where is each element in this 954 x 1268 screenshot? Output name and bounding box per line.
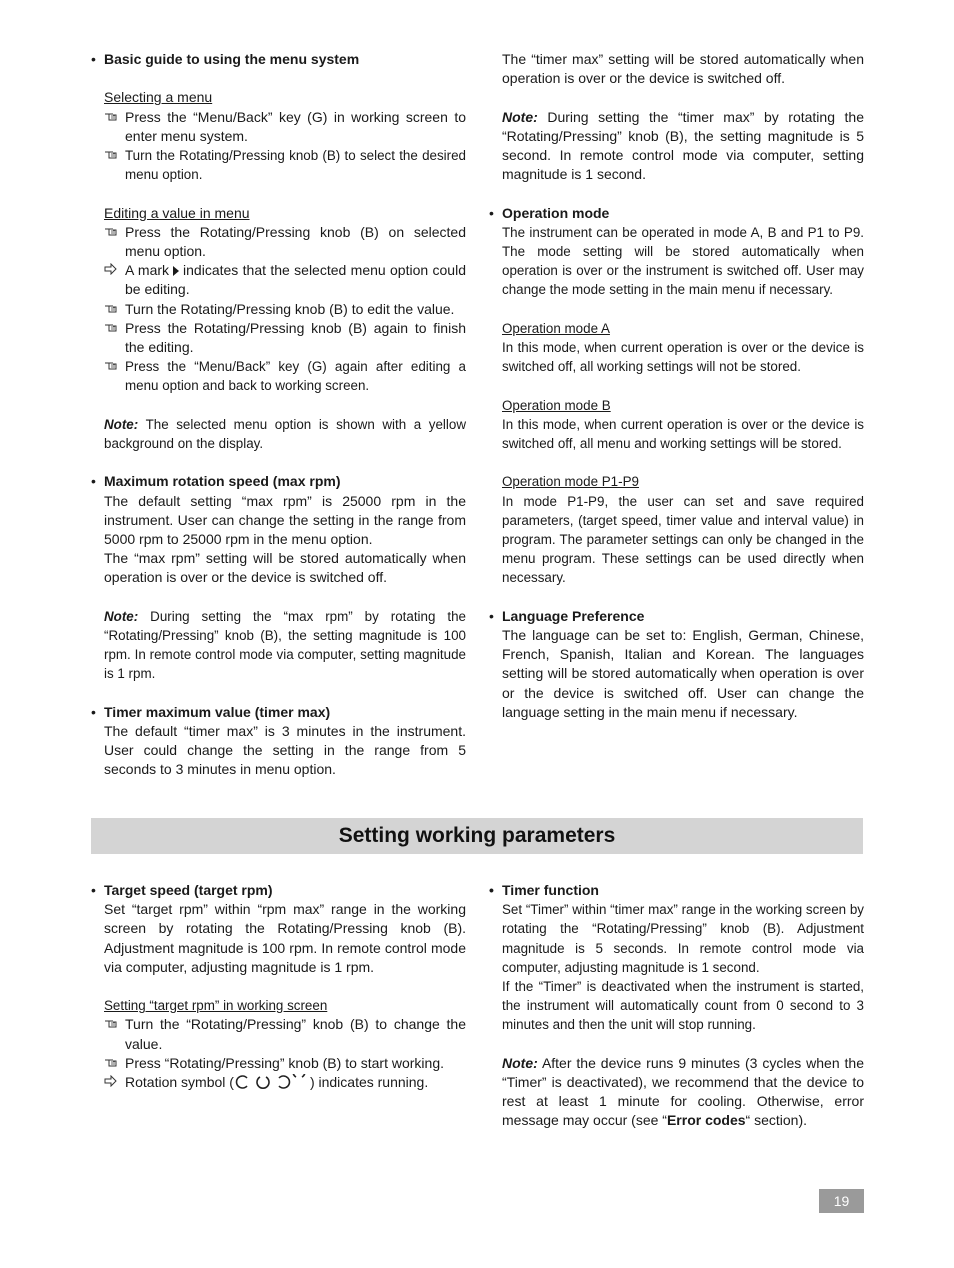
list-item: Press the “Menu/Back” key (G) again after editing a menu option and back to working screen. — [104, 357, 466, 395]
language-paragraph: The language can be set to: English, German, Chinese, French, Spanish, Italian and Korean. The languages setting will be stored automatically when operation is over or the device is switched off. User can change the language setting in the main menu if necessary. — [502, 627, 864, 720]
page-number: 19 — [819, 1189, 864, 1213]
list-item: Press “Rotating/Pressing” knob (B) to start working. — [104, 1054, 466, 1073]
hand-pointer-icon — [104, 1054, 122, 1073]
note-paragraph: Note: During setting the “timer max” by rotating the “Rotating/Pressing” knob (B), the setting magnitude is 5 second. In remote control mode via computer, setting magnitude is 1 second. — [502, 108, 864, 183]
max-rpm-paragraph: The default setting “max rpm” is 25000 rpm in the instrument. User can change the setting in the range from 5000 rpm to 25000 rpm in the menu option. — [104, 492, 466, 548]
note-paragraph: Note: During setting the “max rpm” by rotating the “Rotating/Pressing” knob (B), the setting magnitude is 100 rpm. In remote control mode via computer, setting magnitude is 1 rpm. — [104, 608, 466, 682]
operation-mode-heading: • Operation mode — [489, 204, 610, 221]
list-item: A mark indicates that the selected menu option could be editing. — [104, 261, 466, 299]
triangle-right-icon — [173, 266, 179, 276]
note-paragraph: Note: After the device runs 9 minutes (3 cycles when the “Timer” is deactivated), we recommend that the device to rest at least 1 minute for cooling. Otherwise, error message may occur (see “Error codes“ section). — [502, 1054, 864, 1129]
selecting-menu-heading: Selecting a menu — [104, 89, 213, 106]
section-title: Setting working parameters — [91, 818, 863, 854]
timer-max-paragraph: The default “timer max” is 3 minutes in the instrument. User could change the setting in the range from 5 seconds to 3 minutes in menu option. — [104, 723, 466, 778]
list-item: Turn the Rotating/Pressing knob (B) to select the desired menu option. — [104, 146, 466, 184]
editing-value-heading: Editing a value in menu — [104, 204, 250, 221]
hand-pointer-icon — [104, 146, 122, 165]
hand-pointer-icon — [104, 1015, 122, 1034]
right-column-top — [489, 50, 864, 722]
timer-function-paragraph: Set “Timer” within “timer max” range in the working screen by rotating the “Rotating/Pressing” knob (B). Adjustment magnitude is 5 seconds. In remote control mode via computer, adjusting magnitude is 1 second. — [502, 902, 864, 975]
hand-pointer-icon — [104, 223, 122, 242]
hand-pointer-icon — [104, 357, 122, 376]
list-item: Turn the Rotating/Pressing knob (B) to edit the value. — [104, 300, 466, 319]
list-item: Turn the “Rotating/Pressing” knob (B) to change the value. — [104, 1015, 466, 1053]
timer-max-paragraph-2: The “timer max” setting will be stored automatically when operation is over or the device is switched off. — [502, 51, 864, 87]
right-column-bottom — [489, 881, 864, 1131]
arrow-right-icon — [104, 1073, 122, 1092]
language-heading: • Language Preference — [489, 607, 645, 624]
hand-pointer-icon — [104, 319, 122, 338]
rotation-symbol-icon — [234, 1074, 310, 1095]
list-item: Press the Rotating/Pressing knob (B) again to finish the editing. — [104, 319, 466, 357]
timer-function-paragraph-2: If the “Timer” is deactivated when the instrument is started, the instrument will automatically count from 0 second to 3 minutes and then the unit will stop running. — [502, 979, 864, 1033]
setting-target-heading: Setting “target rpm” in working screen — [104, 998, 328, 1014]
list-item: Press the Rotating/Pressing knob (B) on selected menu option. — [104, 223, 466, 261]
list-item: Rotation symbol ( ) indicates running. — [104, 1073, 466, 1095]
operation-mode-paragraph: The instrument can be operated in mode A, B and P1 to P9. The mode setting will be stored automatically when operation is over or the instrument is switched off. User may change the mode setting in the main menu if necessary. — [502, 224, 864, 298]
mode-a-heading: Operation mode A — [502, 320, 610, 336]
target-speed-heading: • Target speed (target rpm) — [91, 882, 273, 898]
mode-p-heading: Operation mode P1-P9 — [502, 474, 639, 490]
hand-pointer-icon — [104, 108, 122, 127]
timer-function-heading: • Timer function — [489, 882, 599, 898]
mode-p-paragraph: In mode P1-P9, the user can set and save required parameters, (target speed, timer value and interval value) in program. The parameter settings can only be changed in the menu program. These settings can be used directly when necessary. — [502, 493, 864, 586]
max-rpm-heading: • Maximum rotation speed (max rpm) — [91, 473, 341, 490]
max-rpm-paragraph-2: The “max rpm” setting will be stored automatically when operation is over or the device is switched off. — [104, 550, 466, 586]
target-speed-paragraph: Set “target rpm” within “rpm max” range in the working screen by rotating the Rotating/Pressing knob (B). Adjustment magnitude is 100 rpm. In remote control mode via computer, adjusting magnitude is 1 rpm. — [104, 901, 466, 975]
mode-b-paragraph: In this mode, when current operation is over or the device is switched off, all menu and working settings will be stored. — [502, 416, 864, 451]
left-column-bottom — [91, 881, 466, 1095]
basic-guide-heading: • Basic guide to using the menu system — [91, 51, 360, 67]
arrow-right-icon — [104, 261, 122, 280]
list-item: Press the “Menu/Back” key (G) in working screen to enter menu system. — [104, 108, 466, 146]
hand-pointer-icon — [104, 300, 122, 319]
mode-b-heading: Operation mode B — [502, 397, 611, 413]
mode-a-paragraph: In this mode, when current operation is over or the device is switched off, all working settings will not be stored. — [502, 340, 864, 375]
note-paragraph: Note: The selected menu option is shown with a yellow background on the display. — [104, 416, 466, 452]
timer-max-heading: • Timer maximum value (timer max) — [91, 703, 331, 720]
left-column-top — [91, 50, 466, 780]
